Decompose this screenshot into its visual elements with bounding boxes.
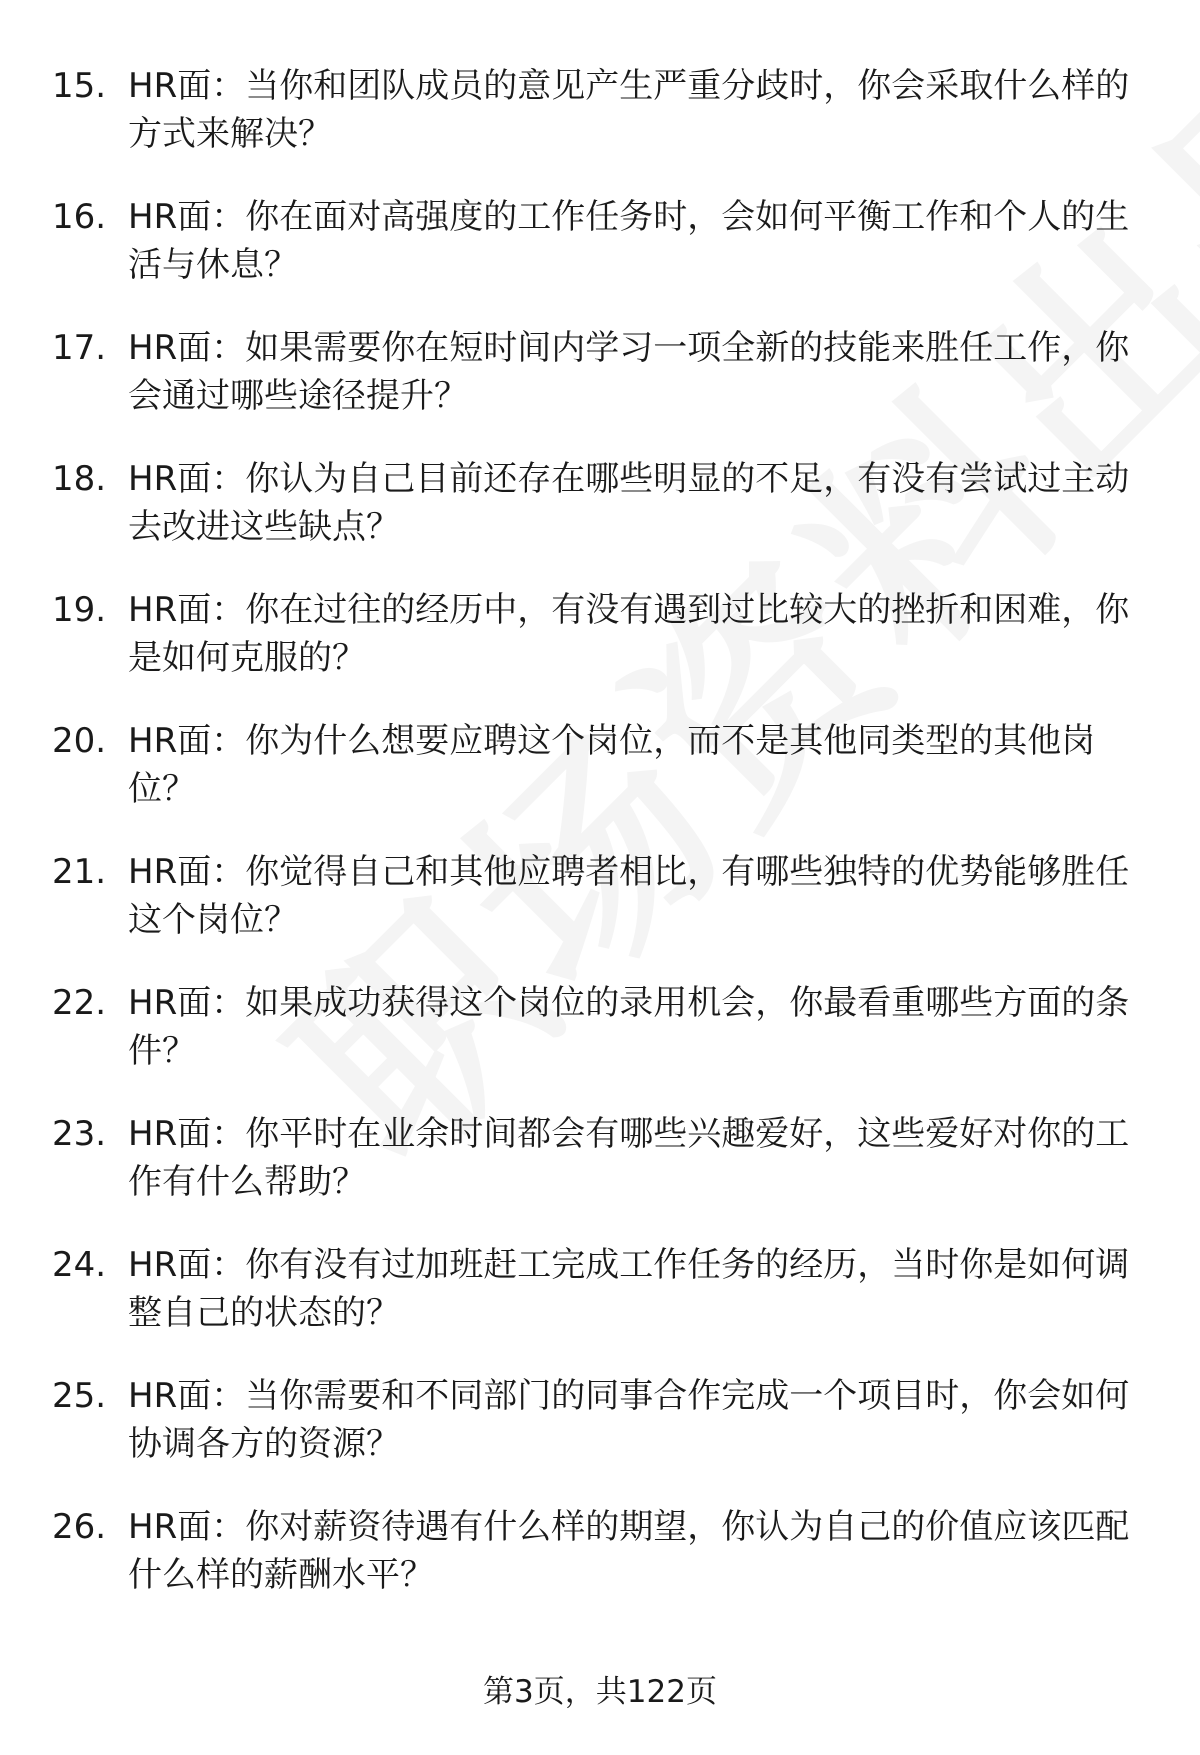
- question-number: 18.: [52, 459, 107, 499]
- question-text: HR面：你平时在业余时间都会有哪些兴趣爱好，这些爱好对你的工作有什么帮助？: [128, 1114, 1130, 1202]
- question-text: HR面：你对薪资待遇有什么样的期望，你认为自己的价值应该匹配什么样的薪酬水平？: [128, 1507, 1130, 1595]
- question-item: [52, 324, 1152, 420]
- question-number: 23.: [52, 1114, 107, 1154]
- page-footer: 第3页，共122页: [483, 1674, 717, 1710]
- question-number: 22.: [52, 983, 107, 1023]
- question-number: 26.: [52, 1507, 107, 1547]
- question-number: 21.: [52, 852, 107, 892]
- question-text: HR面：你有没有过加班赶工完成工作任务的经历，当时你是如何调整自己的状态的？: [128, 1245, 1130, 1333]
- question-number: 15.: [52, 66, 107, 106]
- question-text: HR面：你认为自己目前还存在哪些明显的不足，有没有尝试过主动去改进这些缺点？: [128, 459, 1130, 547]
- question-number: 25.: [52, 1376, 107, 1416]
- question-text: HR面：如果需要你在短时间内学习一项全新的技能来胜任工作，你会通过哪些途径提升？: [128, 328, 1130, 416]
- question-item: [52, 1241, 1152, 1337]
- question-number: 19.: [52, 590, 107, 630]
- question-item: [52, 1503, 1152, 1599]
- question-number: 24.: [52, 1245, 107, 1285]
- question-text: HR面：你觉得自己和其他应聘者相比，有哪些独特的优势能够胜任这个岗位？: [128, 852, 1130, 940]
- question-number: 20.: [52, 721, 107, 761]
- question-item: [52, 193, 1152, 289]
- question-number: 17.: [52, 328, 107, 368]
- question-text: HR面：如果成功获得这个岗位的录用机会，你最看重哪些方面的条件？: [128, 983, 1130, 1071]
- question-text: HR面：当你和团队成员的意见产生严重分歧时，你会采取什么样的方式来解决？: [128, 66, 1130, 154]
- question-item: [52, 62, 1152, 158]
- question-item: [52, 979, 1152, 1075]
- question-text: HR面：你为什么想要应聘这个岗位，而不是其他同类型的其他岗位？: [128, 721, 1096, 809]
- question-text: HR面：你在过往的经历中，有没有遇到过比较大的挫折和困难，你是如何克服的？: [128, 590, 1130, 678]
- question-text: HR面：当你需要和不同部门的同事合作完成一个项目时，你会如何协调各方的资源？: [128, 1376, 1130, 1464]
- question-item: [52, 848, 1152, 944]
- question-list: [52, 62, 1152, 1634]
- question-item: [52, 1110, 1152, 1206]
- question-number: 16.: [52, 197, 107, 237]
- question-item: [52, 717, 1152, 813]
- question-item: [52, 586, 1152, 682]
- question-text: HR面：你在面对高强度的工作任务时，会如何平衡工作和个人的生活与休息？: [128, 197, 1130, 285]
- question-item: [52, 1372, 1152, 1468]
- question-item: [52, 455, 1152, 551]
